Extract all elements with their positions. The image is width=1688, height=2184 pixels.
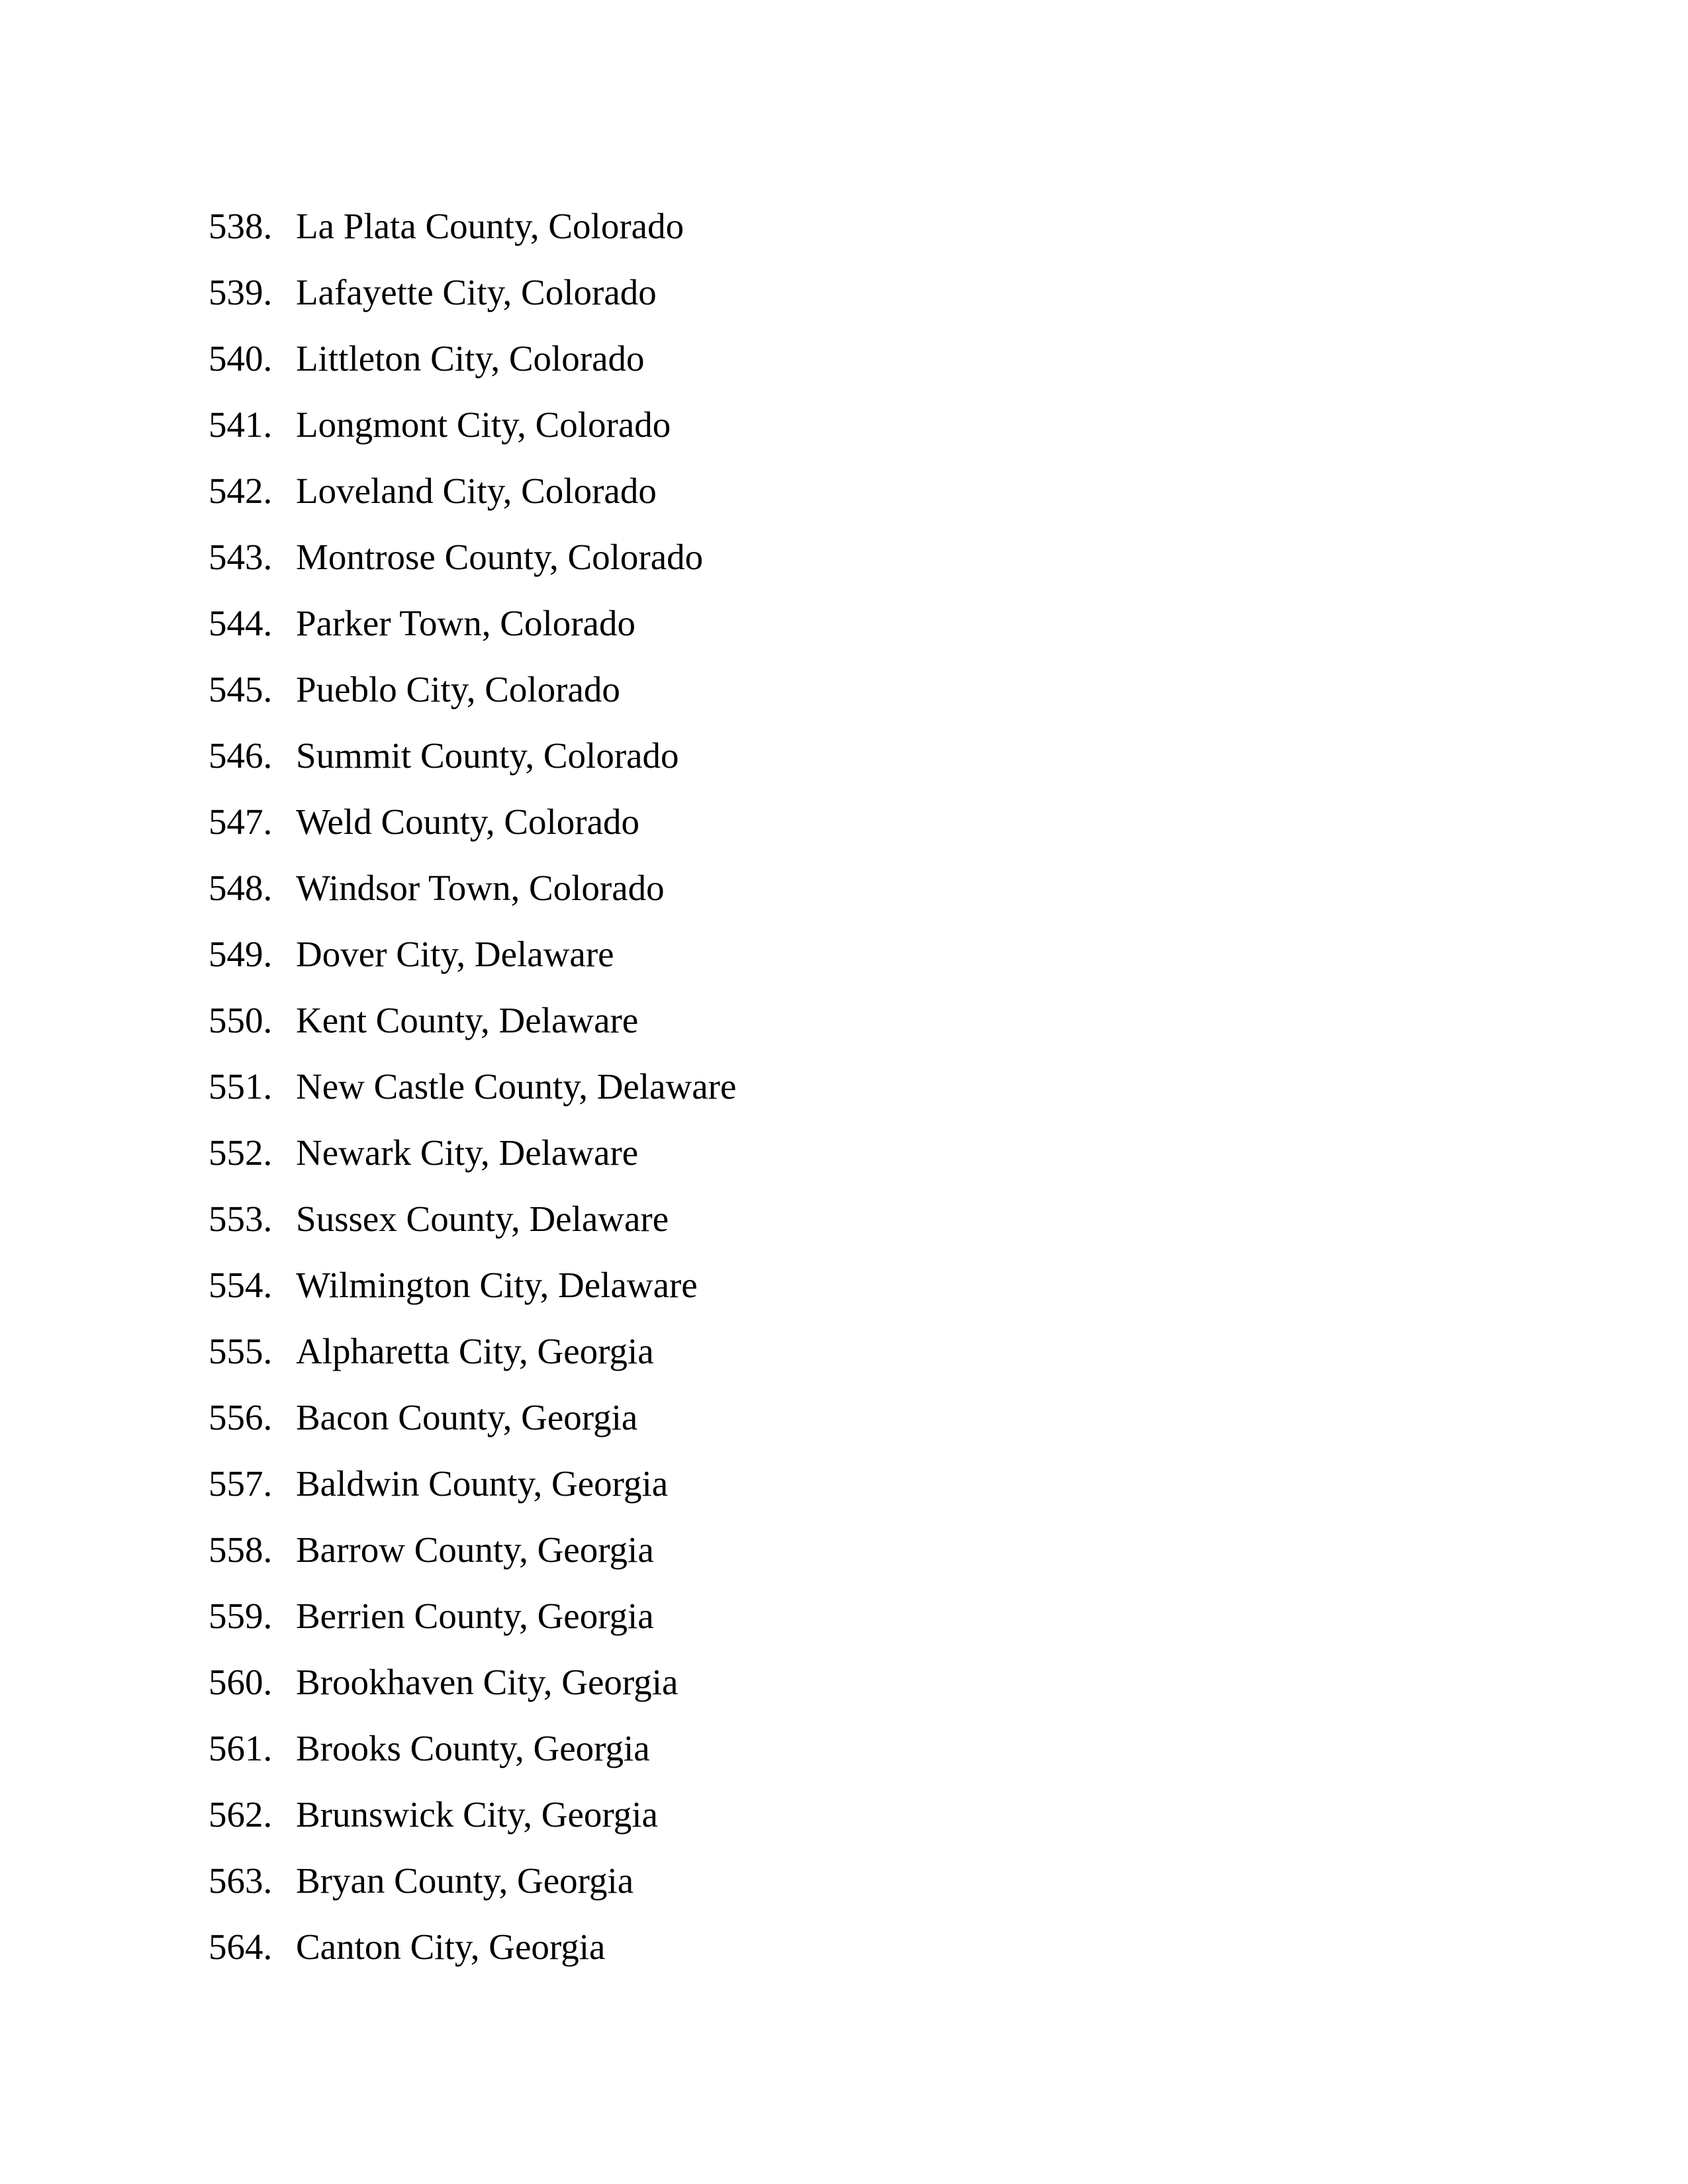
list-item-text: Parker Town, Colorado <box>296 603 635 643</box>
list-item <box>209 1782 736 1848</box>
list-item-number: 550. <box>209 1000 273 1040</box>
list-item-text: Sussex County, Delaware <box>296 1199 669 1239</box>
list-item-number: 541. <box>209 404 273 445</box>
list-item-number: 539. <box>209 272 273 312</box>
list-item-number: 548. <box>209 868 273 908</box>
list-item-number: 561. <box>209 1728 273 1768</box>
list-item <box>209 1318 736 1385</box>
list-item-text: Dover City, Delaware <box>296 934 614 974</box>
list-item <box>209 921 736 987</box>
list-item-text: Loveland City, Colorado <box>296 471 657 511</box>
list-item-number: 562. <box>209 1794 273 1835</box>
list-item-text: Weld County, Colorado <box>296 801 640 842</box>
list-item <box>209 458 736 524</box>
list-item <box>209 590 736 657</box>
list-item-text: Berrien County, Georgia <box>296 1596 654 1636</box>
list-item <box>209 524 736 590</box>
list-item-number: 551. <box>209 1066 273 1107</box>
list-item-text: Barrow County, Georgia <box>296 1529 654 1570</box>
list-item <box>209 1054 736 1120</box>
list-item-text: Alpharetta City, Georgia <box>296 1331 654 1371</box>
list-item <box>209 1649 736 1715</box>
list-item-text: Newark City, Delaware <box>296 1132 639 1173</box>
list-item <box>209 259 736 326</box>
list-item <box>209 723 736 789</box>
list-item-number: 558. <box>209 1529 273 1570</box>
list-item-text: Baldwin County, Georgia <box>296 1463 669 1504</box>
list-item-number: 543. <box>209 537 273 577</box>
list-item <box>209 1848 736 1914</box>
list-item-number: 544. <box>209 603 273 643</box>
list-item-text: Littleton City, Colorado <box>296 338 645 379</box>
list-item <box>209 193 736 259</box>
list-item-text: Brookhaven City, Georgia <box>296 1662 679 1702</box>
list-item <box>209 1715 736 1782</box>
list-item <box>209 326 736 392</box>
list-item-text: Brunswick City, Georgia <box>296 1794 658 1835</box>
list-item <box>209 855 736 921</box>
list-item-number: 563. <box>209 1860 273 1901</box>
list-item-number: 552. <box>209 1132 273 1173</box>
list-item-text: Bryan County, Georgia <box>296 1860 634 1901</box>
list-item-number: 540. <box>209 338 273 379</box>
list-item-text: Kent County, Delaware <box>296 1000 639 1040</box>
list-item-number: 553. <box>209 1199 273 1239</box>
list-item-text: Canton City, Georgia <box>296 1927 606 1967</box>
list-item-number: 556. <box>209 1397 273 1437</box>
list-item-number: 564. <box>209 1927 273 1967</box>
list-item-text: Pueblo City, Colorado <box>296 669 620 709</box>
list-item-number: 557. <box>209 1463 273 1504</box>
list-item-text: Summit County, Colorado <box>296 735 679 776</box>
list-item <box>209 1583 736 1649</box>
list-item-text: Longmont City, Colorado <box>296 404 671 445</box>
list-item-number: 542. <box>209 471 273 511</box>
numbered-list <box>209 193 736 1980</box>
list-item-number: 549. <box>209 934 273 974</box>
list-item <box>209 1517 736 1583</box>
list-item <box>209 1252 736 1318</box>
list-item <box>209 789 736 855</box>
list-item-text: Wilmington City, Delaware <box>296 1265 698 1305</box>
list-item-text: Bacon County, Georgia <box>296 1397 638 1437</box>
list-item-text: La Plata County, Colorado <box>296 206 684 246</box>
list-item-number: 545. <box>209 669 273 709</box>
list-item <box>209 1186 736 1252</box>
list-item-number: 554. <box>209 1265 273 1305</box>
list-item-text: Windsor Town, Colorado <box>296 868 665 908</box>
list-item-number: 560. <box>209 1662 273 1702</box>
list-item-text: New Castle County, Delaware <box>296 1066 737 1107</box>
list-item <box>209 657 736 723</box>
list-item-text: Brooks County, Georgia <box>296 1728 650 1768</box>
list-item-text: Lafayette City, Colorado <box>296 272 657 312</box>
list-item <box>209 1451 736 1517</box>
list-item <box>209 1385 736 1451</box>
list-item <box>209 392 736 458</box>
list-item <box>209 987 736 1054</box>
list-item-number: 546. <box>209 735 273 776</box>
list-item <box>209 1914 736 1980</box>
list-item-number: 559. <box>209 1596 273 1636</box>
list-item-number: 547. <box>209 801 273 842</box>
list-item-number: 538. <box>209 206 273 246</box>
list-item <box>209 1120 736 1186</box>
list-item-text: Montrose County, Colorado <box>296 537 704 577</box>
list-item-number: 555. <box>209 1331 273 1371</box>
